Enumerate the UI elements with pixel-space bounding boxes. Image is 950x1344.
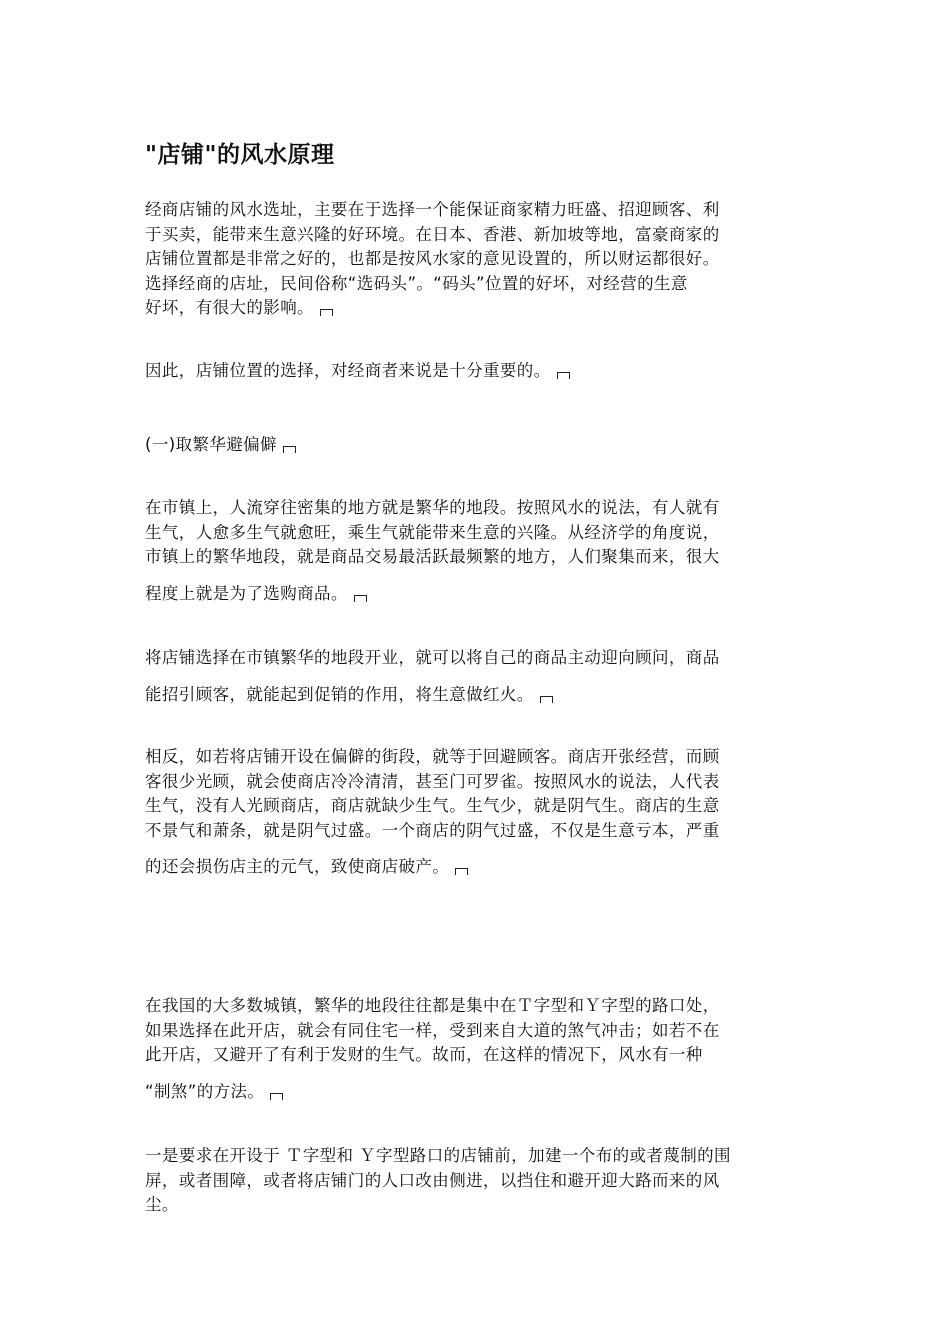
paragraph-mark-icon — [557, 372, 570, 379]
text-line: 于买卖，能带来生意兴隆的好环境。在日本、香港、新加坡等地，富豪商家的 — [145, 224, 720, 244]
paragraph-4 — [145, 496, 805, 606]
text-line: 生气，人愈多生气就愈旺，乘生气就能带来生意的兴隆。从经济学的角度说， — [145, 522, 720, 542]
text-line: 将店铺选择在市镇繁华的地段开业，就可以将自己的商品主动迎向顾问，商品 — [145, 648, 720, 667]
paragraph-7 — [145, 994, 805, 1104]
paragraph-mark-icon — [354, 595, 367, 602]
text-line: 如果选择在此开店，就会有同住宅一样，受到来自大道的煞气冲击；如若不在 — [145, 1020, 720, 1040]
paragraph-1 — [145, 198, 805, 321]
text-line-content: (一)取繁华避偏僻 — [145, 435, 277, 454]
section-heading — [145, 433, 805, 458]
text-line — [145, 1080, 805, 1105]
text-line — [145, 855, 805, 880]
text-line-content: 的还会损伤店主的元气，致使商店破产。 — [145, 857, 450, 876]
page-title: "店铺"的风水原理 — [145, 142, 335, 168]
text-line-content: 好坏，有很大的影响。 — [145, 298, 314, 317]
text-line-content: 程度上就是为了选购商品。 — [145, 583, 348, 603]
paragraph-5 — [145, 646, 805, 707]
text-line: 店铺位置都是非常之好的，也都是按风水家的意见设置的，所以财运都很好。 — [145, 249, 720, 268]
text-line: 市镇上的繁华地段，就是商品交易最活跃最频繁的地方，人们聚集而来，很大 — [145, 547, 720, 566]
text-line — [145, 683, 805, 708]
text-line: 客很少光顾，就会使商店冷冷清清，甚至门可罗雀。按照风水的说法，人代表 — [145, 771, 720, 791]
text-line: 选择经商的店址，民间俗称“选码头”。“码头”位置的好坏，对经营的生意 — [145, 273, 688, 293]
text-line: 一是要求在开设于 Ｔ字型和 Ｙ字型路口的店铺前，加建一个布的或者蔑制的围 — [145, 1146, 731, 1165]
text-line — [145, 582, 805, 607]
paragraph-mark-icon — [283, 446, 296, 453]
text-line — [145, 359, 805, 384]
paragraph-mark-icon — [540, 696, 553, 703]
text-line-content: 因此，店铺位置的选择，对经商者来说是十分重要的。 — [145, 361, 551, 380]
text-line: 在市镇上，人流穿往密集的地方就是繁华的地段。按照风水的说法，有人就有 — [145, 498, 720, 517]
paragraph-mark-icon — [320, 309, 333, 316]
text-line: 生气，没有人光顾商店，商店就缺少生气。生气少，就是阴气生。商店的生意 — [145, 796, 720, 815]
text-line: 在我国的大多数城镇，繁华的地段往往都是集中在Ｔ字型和Ｙ字型的路口处， — [145, 996, 720, 1015]
paragraph-8 — [145, 1144, 805, 1218]
text-line: 屏，或者围障，或者将店铺门的人口改由侧进，以挡住和避开迎大路而来的风 — [145, 1170, 720, 1190]
text-line: 尘。 — [145, 1195, 179, 1214]
text-line — [145, 433, 805, 458]
text-line: 此开店，又避开了有利于发财的生气。故而，在这样的情况下，风水有一种 — [145, 1045, 703, 1064]
text-line: 相反，如若将店铺开设在偏僻的街段，就等于回避顾客。商店开张经营，而顾 — [145, 747, 720, 766]
paragraph-mark-icon — [270, 1093, 283, 1100]
text-line-content: 能招引顾客，就能起到促销的作用，将生意做红火。 — [145, 684, 534, 704]
text-line: 经商店铺的风水选址，主要在于选择一个能保证商家精力旺盛、招迎顾客、利 — [145, 200, 720, 219]
paragraph-6 — [145, 745, 805, 880]
text-line-content: “制煞”的方法。 — [145, 1081, 265, 1101]
text-line: 不景气和萧条，就是阴气过盛。一个商店的阴气过盛，不仅是生意亏本，严重 — [145, 820, 720, 840]
paragraph-mark-icon — [455, 868, 468, 875]
text-line — [145, 296, 805, 321]
paragraph-2 — [145, 359, 805, 384]
